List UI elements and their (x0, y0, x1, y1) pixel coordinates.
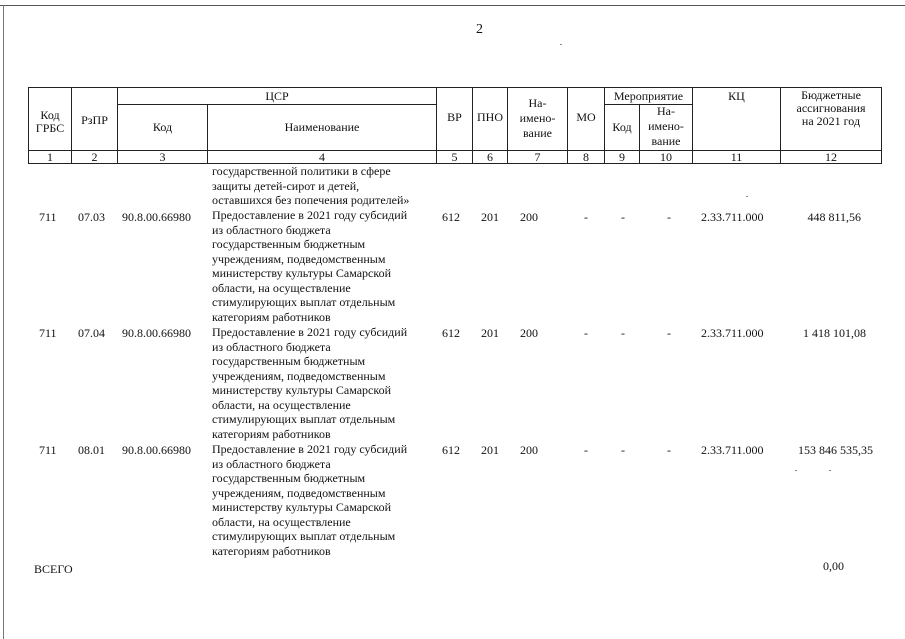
cell-rzpr: 07.03 (78, 210, 105, 224)
scan-speck (560, 44, 562, 45)
header-kc: КЦ (728, 89, 745, 103)
cell-mo: - (584, 443, 588, 457)
cell-mo: - (584, 326, 588, 340)
header-mer-kod: Код (612, 120, 632, 134)
header-budget: Бюджетные ассигнования на 2021 год (796, 88, 866, 128)
cell-name: Предоставление в 2021 году субсидий из областного бюджета государственным бюджетным учреждениям, подведомственным министерству культуры Самарской области, на осуществление стимулирующих выплат отдельным категориям работников (212, 442, 408, 558)
column-number: 5 (451, 150, 458, 164)
cell-grbs: 711 (39, 326, 57, 340)
cell-naim: 200 (520, 443, 538, 457)
cell-mer-name: - (667, 443, 671, 457)
column-number: 4 (319, 150, 325, 164)
scan-speck (829, 470, 831, 471)
cell-vr: 612 (442, 326, 460, 340)
header-csr-kod: Код (152, 120, 173, 134)
scan-speck (795, 470, 797, 471)
cell-naim: 200 (520, 210, 538, 224)
header-meropriyatie: Мероприятие (613, 89, 684, 103)
cell-csr: 90.8.00.66980 (122, 326, 191, 340)
column-number: 12 (825, 150, 837, 164)
header-vr: ВР (447, 110, 462, 124)
cell-mer-name: - (667, 210, 671, 224)
cell-kc: 2.33.711.000 (701, 210, 764, 224)
scan-speck (746, 196, 748, 197)
column-number: 10 (660, 150, 672, 164)
cell-amount: 448 811,56 (807, 210, 861, 224)
header-kod-grbs: Код ГРБС (35, 108, 65, 135)
carryover-description: государственной политики в сфере защиты детей-сирот и детей, оставшихся без попечения родителей» (212, 164, 410, 207)
cell-grbs: 711 (39, 443, 57, 457)
cell-kc: 2.33.711.000 (701, 326, 764, 340)
column-number: 7 (534, 150, 541, 164)
header-mo: МО (576, 110, 596, 124)
scan-top-edge (0, 5, 905, 6)
scan-left-edge (3, 5, 4, 639)
cell-rzpr: 07.04 (78, 326, 105, 340)
header-rzpr: РзПР (81, 113, 108, 127)
cell-name: Предоставление в 2021 году субсидий из областного бюджета государственным бюджетным учреждениям, подведомственным министерству культуры Самарской области, на осуществление стимулирующих выплат отдельным категориям работников (212, 325, 408, 441)
cell-grbs: 711 (39, 210, 57, 224)
page-number: 2 (476, 22, 483, 37)
header-naimenovanie: На- имено- вание (519, 96, 556, 140)
cell-amount: 153 846 535,35 (798, 443, 873, 457)
cell-pno: 201 (481, 210, 499, 224)
cell-csr: 90.8.00.66980 (122, 210, 191, 224)
header-csr-name: Наименование (284, 120, 360, 134)
column-number: 3 (159, 150, 166, 164)
cell-mo: - (584, 210, 588, 224)
column-number: 11 (730, 150, 743, 164)
cell-name: Предоставление в 2021 году субсидий из областного бюджета государственным бюджетным учреждениям, подведомственным министерству культуры Самарской области, на осуществление стимулирующих выплат отдельным категориям работников (212, 208, 408, 324)
total-amount: 0,00 (823, 559, 844, 573)
cell-kc: 2.33.711.000 (701, 443, 764, 457)
total-label: ВСЕГО (34, 562, 73, 576)
cell-naim: 200 (520, 326, 538, 340)
cell-vr: 612 (442, 443, 460, 457)
column-number: 9 (619, 150, 625, 164)
header-csr: ЦСР (265, 89, 289, 103)
cell-mer-kod: - (621, 443, 625, 457)
cell-amount: 1 418 101,08 (803, 326, 866, 340)
cell-vr: 612 (442, 210, 460, 224)
column-number: 8 (583, 150, 589, 164)
cell-pno: 201 (481, 326, 499, 340)
column-number: 2 (91, 150, 98, 164)
header-mer-name: На- имено- вание (648, 104, 684, 148)
cell-mer-kod: - (621, 210, 625, 224)
cell-csr: 90.8.00.66980 (122, 443, 191, 457)
header-pno: ПНО (477, 110, 503, 124)
cell-rzpr: 08.01 (78, 443, 105, 457)
cell-mer-kod: - (621, 326, 625, 340)
cell-pno: 201 (481, 443, 499, 457)
column-number: 6 (487, 150, 493, 164)
cell-mer-name: - (667, 326, 671, 340)
column-number: 1 (47, 150, 53, 164)
